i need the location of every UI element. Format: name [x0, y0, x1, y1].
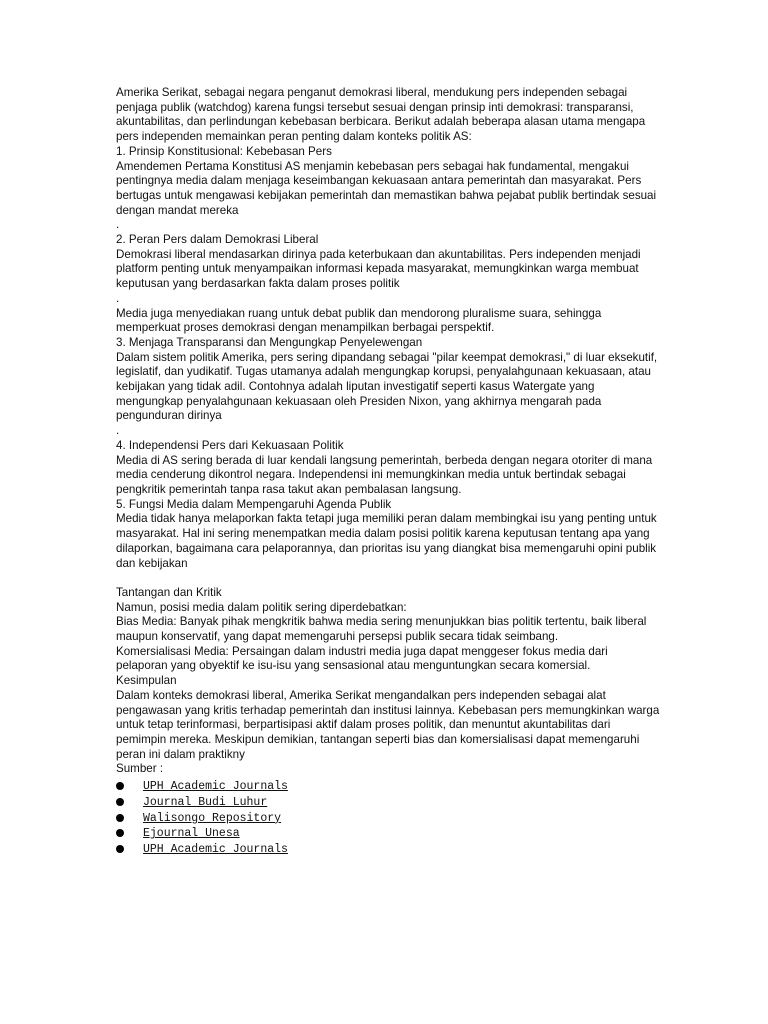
source-item — [116, 811, 661, 827]
source-link[interactable]: Ejournal Unesa — [143, 827, 240, 841]
section-3-paragraph: Dalam sistem politik Amerika, pers sering dipandang sebagai "pilar keempat demokrasi," di luar eksekutif, legislatif, dan yudikatif. Tugas utamanya adalah mengungkap korupsi, penyalahgunaan kekuasaan, atau kebijakan yang tidak adil. Contohnya adalah liputan investigatif seperti kasus Watergate yang mengungkap penyalahgunaan kekuasaan oleh Presiden Nixon, yang akhirnya mengarah pada pengunduran dirinya — [116, 350, 658, 423]
kesimpulan-paragraph: Dalam konteks demokrasi liberal, Amerika Serikat mengandalkan pers independen sebagai alat pengawasan yang kritis terhadap pemerintah dan institusi lainnya. Kebebasan pers memungkinkan warga untuk tetap terinformasi, berpartisipasi aktif dalam proses politik, dan menuntut akuntabilitas dari pemimpin mereka. Meskipun demikian, tantangan seperti bias dan komersialisasi dapat memengaruhi peran ini dalam praktikny — [116, 688, 660, 761]
separator-dot: . — [116, 424, 120, 438]
bullet-icon — [116, 845, 124, 853]
source-link[interactable]: UPH Academic Journals — [143, 843, 288, 857]
section-5-heading: 5. Fungsi Media dalam Mempengaruhi Agenda Publik — [116, 497, 392, 511]
source-item — [116, 826, 661, 842]
bias-paragraph: Bias Media: Banyak pihak mengkritik bahwa media sering menunjukkan bias politik tertentu, baik liberal maupun konservatif, yang dapat memengaruhi persepsi publik secara tidak seimbang. — [116, 615, 647, 643]
bullet-icon — [116, 829, 124, 837]
sources-list — [116, 779, 661, 858]
section-3-heading: 3. Menjaga Transparansi dan Mengungkap Penyelewengan — [116, 335, 423, 349]
source-item — [116, 779, 661, 795]
section-4-heading: 4. Independensi Pers dari Kekuasaan Politik — [116, 438, 344, 452]
separator-dot: . — [116, 218, 120, 232]
source-link[interactable]: UPH Academic Journals — [143, 780, 288, 794]
separator-dot: . — [116, 291, 120, 305]
komersialisasi-paragraph: Komersialisasi Media: Persaingan dalam industri media juga dapat menggeser fokus media dari pelaporan yang obyektif ke isu-isu yang sensasional atau menguntungkan secara komersial. — [116, 644, 608, 673]
source-link[interactable]: Journal Budi Luhur — [143, 795, 268, 809]
source-item — [116, 842, 661, 858]
section-2-paragraph-2: Media juga menyediakan ruang untuk debat publik dan mendorong pluralisme suara, sehingga memperkuat proses demokrasi dengan menampilkan berbagai perspektif. — [116, 306, 602, 335]
document-body — [116, 86, 661, 858]
sumber-label: Sumber : — [116, 762, 164, 776]
tantangan-heading: Tantangan dan Kritik — [116, 585, 222, 599]
bullet-icon — [116, 798, 124, 806]
tantangan-intro: Namun, posisi media dalam politik sering diperdebatkan: — [116, 600, 407, 614]
intro-paragraph: Amerika Serikat, sebagai negara penganut demokrasi liberal, mendukung pers independen sebagai penjaga publik (watchdog) karena fungsi tersebut sesuai dengan prinsip inti demokrasi: transparansi, akuntabilitas, dan perlindungan kebebasan berbicara. Berikut adalah beberapa alasan utama mengapa pers independen memainkan peran penting dalam konteks politik AS: — [116, 86, 646, 144]
section-2-heading: 2. Peran Pers dalam Demokrasi Liberal — [116, 233, 319, 247]
bullet-icon — [116, 814, 124, 822]
section-1-paragraph: Amendemen Pertama Konstitusi AS menjamin kebebasan pers sebagai hak fundamental, mengakui pentingnya media dalam menjaga keseimbangan kekuasaan antara pemerintah dan masyarakat. Pers bertugas untuk mengawasi kebijakan pemerintah dan memastikan bahwa pejabat publik bertindak sesuai dengan mandat mereka — [116, 159, 657, 217]
kesimpulan-heading: Kesimpulan — [116, 674, 177, 688]
section-4-paragraph: Media di AS sering berada di luar kendali langsung pemerintah, berbeda dengan negara otoriter di mana media cenderung dikontrol negara. Independensi ini memungkinkan media untuk bertindak sebagai pengkritik pemerintah tanpa rasa takut akan pembalasan langsung. — [116, 453, 653, 496]
section-5-paragraph: Media tidak hanya melaporkan fakta tetapi juga memiliki peran dalam membingkai isu yang penting untuk masyarakat. Hal ini sering menempatkan media dalam posisi politik karena keputusan tentang apa yang dilaporkan, bagaimana cara pelaporannya, dan prioritas isu yang diangkat bisa memengaruhi opini publik dan kebijakan — [116, 512, 657, 570]
section-1-heading: 1. Prinsip Konstitusional: Kebebasan Pers — [116, 144, 332, 158]
source-link[interactable]: Walisongo Repository — [143, 811, 282, 825]
section-2-paragraph: Demokrasi liberal mendasarkan dirinya pada keterbukaan dan akuntabilitas. Pers independen menjadi platform penting untuk menyampaikan informasi kepada masyarakat, memungkinkan warga membuat keputusan yang berdasarkan fakta dalam proses politik — [116, 247, 641, 291]
bullet-icon — [116, 782, 124, 790]
source-item — [116, 795, 661, 811]
blank-line — [116, 571, 661, 586]
